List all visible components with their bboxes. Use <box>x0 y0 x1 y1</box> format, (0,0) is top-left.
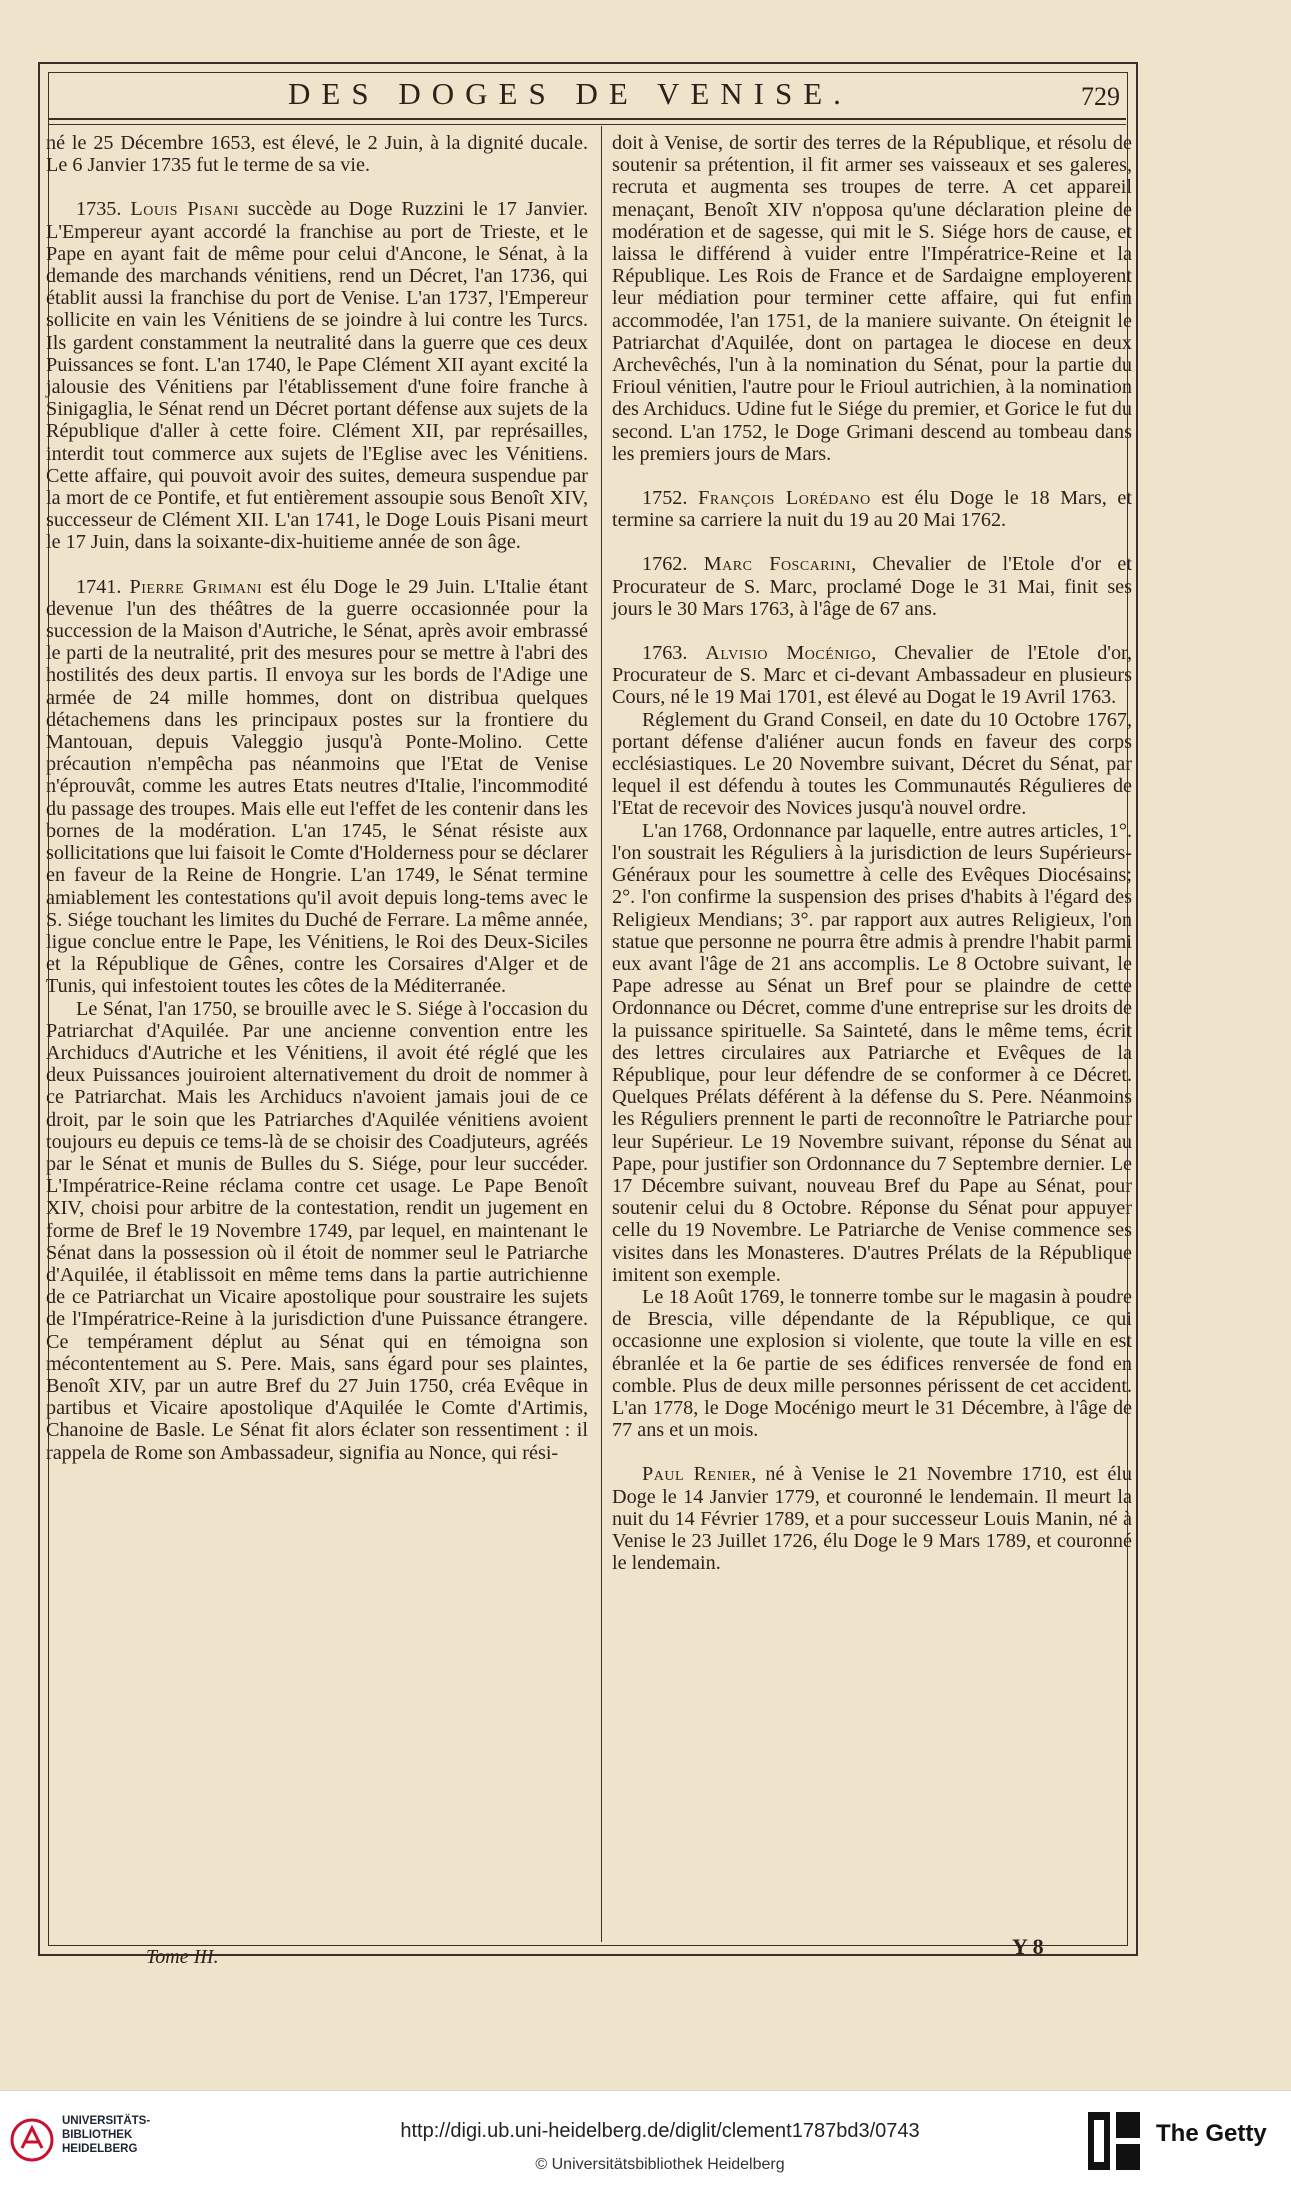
volume-label: Tome III. <box>146 1946 219 1968</box>
signature-mark: Y 8 <box>1012 1934 1044 1959</box>
right-column <box>612 132 1132 1574</box>
copyright-notice: © Universitätsbibliothek Heidelberg <box>535 2156 785 2173</box>
entry-text: succède au Doge Ruzzini le 17 Janvier. L'Empereur ayant accordé la franchise au port de Trieste, et le Pape en ayant fait de même pour celui d'Ancone, le Sénat, à la demande des marchands vénitiens, rend un Décret, l'an 1736, qui établit aussi la franchise du port de Venise. L'an 1737, l'Empereur sollicite en vain les Vénitiens de se joindre à lui contre les Turcs. Ils gardent constamment la neutralité dans la guerre que ces deux Puissances se font. L'an 1740, le Pape Clément XII ayant excité la jalousie des Vénitiens par l'établissement d'une foire franche à Sinigaglia, le Sénat rend un Décret portant défense aux sujets de la République d'aller à cette foire. Clément XII, par représailles, interdit tout commerce aux sujets de l'Eglise avec les Vénitiens. Cette affaire, qui pouvoit avoir des suites, demeura suspendue par la mort de ce Pontife, et fut entièrement assoupie sous Benoît XIV, successeur de Clément XII. L'an 1741, le Doge Louis Pisani meurt le 17 Juin, dans la soixante-dix-huitieme année de son âge. <box>46 198 588 554</box>
doge-entry-paragraph <box>46 576 588 998</box>
entry-year: 1752. <box>642 487 699 510</box>
entry-text: , Chevalier de l'Etole d'or et Procurateur de S. Marc, proclamé Doge le 31 Mai, finit ses jours le 30 Mars 1763, à l'âge de 67 ans. <box>612 553 1132 620</box>
text-paragraph: doit à Venise, de sortir des terres de la République, et résolu de soutenir sa prétention, il fit armer ses vaisseaux et ses galeres, recruta et augmenta ses troupes de terre. A cet appareil menaçant, Benoît XIV n'opposa qu'une déclaration pleine de modération et de sagesse, qui mit le S. Siége hors de cause, et laissa le différend à vuider entre l'Impératrice-Reine et la République. Les Rois de France et de Sardaigne employerent leur médiation pour terminer cette affaire, qui fut enfin accommodée, l'an 1751, de la maniere suivante. On éteignit le Patriarchat d'Aquilée, dont on partagea le diocese en deux Archevêchés, l'un à la nomination du Sénat, pour la partie du Frioul vénitien, l'autre pour le Frioul autrichien, à la nomination des Archiducs. Udine fut le Siége du premier, et Gorice le fut du second. L'an 1752, le Doge Grimani descend au tombeau dans les premiers jours de Mars. <box>612 132 1132 465</box>
permalink-url[interactable]: http://digi.ub.uni-heidelberg.de/diglit/clement1787bd3/0743 <box>400 2120 920 2142</box>
doge-name: Paul Renier <box>642 1463 752 1486</box>
column-divider <box>601 126 602 1942</box>
entry-text: , Chevalier de l'Etole d'or, Procurateur de S. Marc et ci-devant Ambassadeur en plusieurs Cours, né le 19 Mai 1701, est élevé au Dogat le 19 Avril 1763. <box>612 642 1132 709</box>
doge-name: Marc Foscarini <box>703 553 852 576</box>
university-library-logo-icon <box>10 2118 54 2162</box>
doge-name: Louis Pisani <box>130 198 239 221</box>
doge-name: Alvisio Mocénigo <box>705 642 872 665</box>
doge-entry-paragraph <box>612 1463 1132 1574</box>
header-rule-thin <box>48 124 1126 125</box>
doge-name: François Lorédano <box>698 487 871 510</box>
entry-year: 1762. <box>642 553 704 576</box>
left-column <box>46 132 588 1464</box>
running-title: DES DOGES DE VENISE. <box>288 76 852 111</box>
text-paragraph: Réglement du Grand Conseil, en date du 10 Octobre 1767, portant défense d'aliéner aucun fonds en faveur des corps ecclésiastiques. Le 20 Novembre suivant, Décret du Sénat, par lequel il est défendu à toutes les Communautés Régulieres de l'Etat de recevoir des Novices jusqu'à nouvel ordre. <box>612 708 1132 820</box>
entry-text: , né à Venise le 21 Novembre 1710, est élu Doge le 14 Janvier 1779, et couronné le lendemain. Il meurt la nuit du 14 Février 1789, et a pour successeur Louis Manin, né à Venise le 23 Juillet 1726, élu Doge le 9 Mars 1789, et couronné le lendemain. <box>612 1463 1132 1575</box>
entry-year: 1763. <box>642 642 706 665</box>
entry-text: est élu Doge le 18 Mars, et termine sa carriere la nuit du 19 au 20 Mai 1762. <box>612 487 1132 532</box>
doge-entry-paragraph <box>612 553 1132 620</box>
doge-name: Pierre Grimani <box>129 575 263 598</box>
entry-year: 1735. <box>76 198 131 221</box>
text-paragraph: Le Sénat, l'an 1750, se brouille avec le S. Siége à l'occasion du Patriarchat d'Aquilée. Par une ancienne convention entre les Archiducs d'Autriche et les Vénitiens, il avoit été réglé que les deux Puissances jouiroient alternativement du droit de nommer à ce Patriarchat. Mais les Archiducs n'avoient jamais joui de ce droit, par le soin que les Patriarches d'Aquilée vénitiens avoient toujours eu depuis ce tems-là de se choisir des Coadjuteurs, agréés par le Sénat et munis de Bulles du S. Siége, pour leur succéder. L'Impératrice-Reine réclama contre cet usage. Le Pape Benoît XIV, choisi pour arbitre de la contestation, rendit un jugement en forme de Bref le 19 Novembre 1749, par lequel, en maintenant le Sénat dans la possession où il étoit de nommer seul le Patriarche d'Aquilée, il établissoit en même tems dans la partie autrichienne de ce Patriarchat un Vicaire apostolique pour soustraire les sujets de l'Impératrice-Reine à la jurisdiction d'une Puissance étrangere. Ce tempérament déplut au Sénat qui en témoigna son mécontentement au S. Pere. Mais, sans égard pour ses plaintes, Benoît XIV, par un autre Bref du 27 Juin 1750, créa Evêque in partibus et Vicaire apostolique d'Aquilée le Comte d'Artimis, Chanoine de Basle. Le Sénat fit alors éclater son ressentiment : il rappela de Rome son Ambassadeur, signifia au Nonce, qui rési- <box>46 997 588 1464</box>
getty-logo-icon <box>1086 2110 1142 2172</box>
partner-name: The Getty <box>1156 2120 1267 2147</box>
header-rule <box>48 118 1126 120</box>
doge-entry-paragraph <box>612 487 1132 531</box>
page-number: 729 <box>1081 82 1120 111</box>
doge-entry-paragraph <box>46 198 588 553</box>
entry-year: 1741. <box>76 575 130 598</box>
text-paragraph: L'an 1768, Ordonnance par laquelle, entre autres articles, 1°. l'on soustrait les Réguliers à la jurisdiction de leurs Supérieurs-Généraux pour les soumettre à celle des Evêques Diocésains; 2°. l'on confirme la suspension des prises d'habits à l'égard des Religieux Mendians; 3°. par rapport aux autres Religieux, l'on statue que personne ne pourra être admis à prendre l'habit parmi eux avant l'âge de 21 ans accomplis. Le 8 Octobre suivant, le Pape adresse au Sénat un Bref pour se plaindre de cette Ordonnance ou Décret, comme d'une entreprise sur les droits de la puissance spirituelle. Sa Sainteté, dans le même tems, écrit des lettres circulaires aux Patriarche et Evêques de la République, pour leur défendre de se conformer à ce Décret. Quelques Prélats déférent à la défense du S. Pere. Néanmoins les Réguliers prennent le parti de reconnoître le Patriarche pour leur Supérieur. Le 19 Novembre suivant, réponse du Sénat au Pape, pour justifier son Ordonnance du 7 Septembre dernier. Le 17 Décembre suivant, nouveau Bref du Pape au Sénat, pour soutenir celui du 8 Octobre. Réponse du Sénat pour appuyer celle du 19 Novembre. Le Patriarche de Venise commence ses visites dans les Monasteres. D'autres Prélats de la République imitent son exemple. <box>612 819 1132 1286</box>
doge-entry-paragraph <box>612 642 1132 709</box>
text-paragraph: né le 25 Décembre 1653, est élevé, le 2 Juin, à la dignité ducale. Le 6 Janvier 1735 fut le terme de sa vie. <box>46 132 588 177</box>
university-library-name: UNIVERSITÄTS- BIBLIOTHEK HEIDELBERG <box>62 2115 151 2155</box>
text-paragraph: Le 18 Août 1769, le tonnerre tombe sur le magasin à poudre de Brescia, ville dépendante de la République, ce qui occasionne une explosion si violente, que toute la ville en est ébranlée et la 6e partie de ses édifices renversée de fond en comble. Plus de deux mille personnes périssent de cet accident. L'an 1778, le Doge Mocénigo meurt le 31 Décembre, à l'âge de 77 ans et un mois. <box>612 1285 1132 1442</box>
entry-text: est élu Doge le 29 Juin. L'Italie étant devenue l'un des théâtres de la guerre occasionnée pour la succession de la Maison d'Autriche, le Sénat, après avoir embrassé le parti de la neutralité, prit des mesures pour se mettre à l'abri des hostilités des deux partis. Il envoya sur les bords de l'Adige une armée de 24 mille hommes, dont on distribua quelques détachemens dans les principaux postes sur la frontiere du Mantouan, depuis Valeggio jusqu'à Ponte-Molino. Cette précaution n'empêcha pas néanmoins que l'Etat de Venise n'éprouvât, comme les autres Etats neutres d'Italie, l'incommodité du passage des troupes. Mais elle eut l'effet de les contenir dans les bornes de la modération. L'an 1745, le Sénat résiste aux sollicitations que lui faisoit le Comte d'Holderness pour se déclarer en faveur de la Reine de Hongrie. L'an 1749, le Sénat termine amiablement les contestations qu'il avoit depuis long-tems avec le S. Siége touchant les limites du Duché de Ferrare. La même année, ligue conclue entre le Pape, les Vénitiens, le Roi des Deux-Siciles et la République de Gênes, contre les Corsaires d'Alger et de Tunis, qui infestoient toutes les côtes de la Méditerranée. <box>46 575 588 998</box>
